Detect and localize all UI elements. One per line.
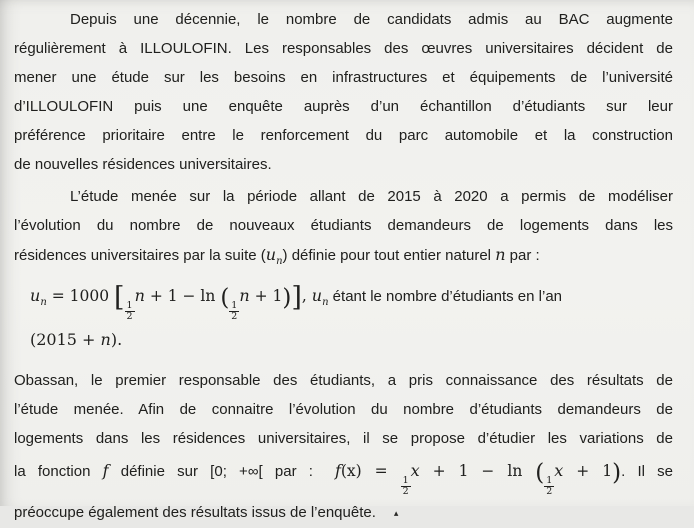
text-line: Depuis une décennie, le nombre de candidats admis au BAC augmente (70, 11, 673, 28)
math-subscript-n: n (40, 297, 47, 308)
text-segment: ) définie pour tout entier naturel (282, 247, 496, 264)
math-segment: + 1 − ln (419, 462, 536, 480)
math-segment: (x) = (340, 462, 401, 480)
text-line-with-math (14, 240, 673, 276)
text-line: l’étude menée. Afin de connaitre l’évolution du nombre d’étudiants demandeurs de (14, 401, 673, 418)
fraction-numerator: 1 (402, 475, 409, 486)
sequence-formula (30, 276, 673, 323)
fraction-numerator: 1 (231, 300, 238, 311)
math-segment: + 1 (249, 287, 283, 305)
stray-caret-mark-icon: ▴ (393, 507, 399, 518)
math-variable-x: x (410, 461, 420, 480)
math-variable-f: f (334, 461, 341, 480)
math-variable-u: u (30, 286, 41, 305)
fraction-one-half (125, 301, 135, 323)
text-line: préférence prioritaire entre le renforcement du parc automobile et la construction (14, 127, 673, 144)
text-line: Obassan, le premier responsable des étudiants, a pris connaissance des résultats de (14, 372, 673, 389)
right-paren: ) (282, 285, 292, 311)
fraction-one-half (544, 476, 554, 498)
paragraph-study (14, 182, 673, 276)
text-segment: étant le nombre d’étudiants en l’an (328, 288, 563, 305)
fraction-one-half (401, 476, 411, 498)
math-segment: (2015 + (30, 330, 101, 349)
fraction-numerator: 1 (126, 300, 133, 311)
text-line: logements dans les résidences universitaires, il se propose d’étudier les variations de (14, 430, 673, 447)
math-subscript-n: n (276, 256, 283, 267)
right-paren: ) (612, 460, 622, 486)
text-segment: par : (505, 247, 540, 264)
function-definition-line (14, 453, 673, 498)
text-line: d’ILLOULOFIN puis une enquête auprès d’un échantillon d’étudiants sur leur (14, 98, 673, 115)
fraction-denominator: 2 (126, 311, 133, 323)
text-line: régulièrement à ILLOULOFIN. Les responsables des œuvres universitaires décident de (14, 40, 673, 57)
fraction-denominator: 2 (402, 486, 409, 498)
math-segment: ). (110, 330, 123, 349)
math-variable-x: x (554, 461, 564, 480)
math-subscript-n: n (322, 297, 329, 308)
math-variable-u: u (311, 286, 323, 305)
math-comma: , (301, 287, 312, 305)
text-line: de nouvelles résidences universitaires. (14, 156, 272, 173)
math-variable-f: f (102, 461, 109, 480)
text-line (14, 498, 673, 528)
paragraph-intro (14, 5, 673, 179)
text-line: L’étude menée sur la période allant de 2015 à 2020 a permis de modéliser (70, 188, 673, 205)
fraction-one-half (229, 301, 239, 323)
text-segment: préoccupe également des résultats issus de l’enquête. (14, 503, 376, 521)
text-line: l’évolution du nombre de nouveaux étudiants demandeurs de logements dans les (14, 217, 673, 234)
left-bracket: [ (113, 282, 125, 313)
text-segment: la fonction (14, 463, 103, 480)
left-paren: ( (220, 285, 230, 311)
math-variable-n: n (495, 245, 506, 264)
math-equals-1000: = 1000 (46, 287, 114, 305)
math-variable-n: n (100, 330, 111, 349)
text-line: mener une étude sur les besoins en infrastructures et équipements de l’université (14, 69, 673, 86)
text-segment: définie sur [0; +∞[ par : (108, 463, 313, 480)
fraction-numerator: 1 (546, 475, 553, 486)
math-variable-n: n (239, 286, 250, 305)
text-segment: . Il se (621, 463, 674, 480)
sequence-formula-year (30, 325, 673, 355)
math-segment: + 1 (563, 462, 613, 480)
right-bracket: ] (291, 282, 302, 313)
math-segment: + 1 − ln (144, 287, 221, 305)
paragraph-obassan (14, 366, 673, 528)
math-variable-n: n (134, 286, 145, 305)
fraction-denominator: 2 (546, 486, 553, 498)
left-paren: ( (535, 460, 545, 486)
text-segment: résidences universitaires par la suite ( (14, 247, 266, 264)
math-variable-u: u (265, 245, 277, 264)
fraction-denominator: 2 (231, 311, 238, 323)
